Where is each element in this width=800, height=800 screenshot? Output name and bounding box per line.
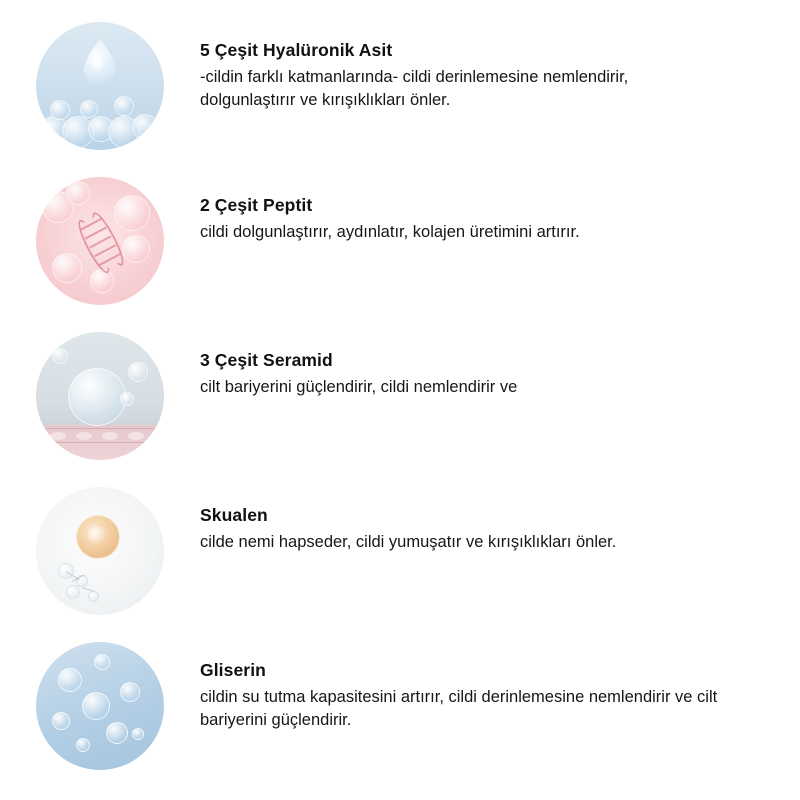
bubble — [122, 235, 150, 263]
golden-oil-droplet-icon — [36, 487, 164, 615]
thumbnail-container — [0, 18, 200, 150]
item-title: Skualen — [200, 505, 268, 525]
bubble — [90, 269, 114, 293]
text-container — [200, 483, 800, 554]
bubble — [120, 392, 134, 406]
bubble — [88, 591, 99, 602]
bubble — [106, 722, 128, 744]
item-description: cildi dolgunlaştırır, aydınlatır, kolajen üretimini artırır. — [200, 223, 580, 241]
bubble — [52, 712, 70, 730]
skin-layer-line — [36, 428, 164, 429]
skin-cell — [102, 432, 118, 440]
text-container — [200, 18, 800, 113]
bubble — [82, 692, 110, 720]
text-container — [200, 328, 800, 399]
bubble-layer — [36, 84, 164, 150]
bubble — [68, 368, 126, 426]
text-container — [200, 173, 800, 244]
thumbnail-container — [0, 638, 200, 770]
list-item — [0, 328, 800, 483]
skin-cell — [128, 432, 144, 440]
bubble — [52, 253, 82, 283]
molecule-bond — [82, 587, 94, 592]
bubble — [66, 181, 90, 205]
water-droplet-bubbles-icon — [36, 22, 164, 150]
item-description: cilde nemi hapseder, cildi yumuşatır ve kırışıklıkları önler. — [200, 533, 617, 551]
bubble — [52, 348, 68, 364]
item-title: 2 Çeşit Peptit — [200, 195, 313, 215]
oil-droplet-shape — [76, 515, 120, 559]
item-description: -cildin farklı katmanlarında- cildi derinlemesine nemlendirir, dolgunlaştırır ve kırışıklıkları önler. — [200, 68, 629, 110]
text-container — [200, 638, 800, 733]
bubble — [114, 195, 150, 231]
skin-cell — [50, 432, 66, 440]
item-description: cilt bariyerini güçlendirir, cildi nemlendirir ve — [200, 378, 518, 396]
bubble — [76, 738, 90, 752]
droplet-shape — [80, 38, 120, 88]
pink-dna-helix-icon — [36, 177, 164, 305]
bubble — [114, 96, 134, 116]
list-item — [0, 18, 800, 173]
bubble — [80, 100, 98, 118]
list-item — [0, 173, 800, 328]
list-item — [0, 483, 800, 638]
bubble — [66, 585, 80, 599]
skin-cell — [76, 432, 92, 440]
bubble — [50, 100, 70, 120]
bubble — [128, 362, 148, 382]
thumbnail-container — [0, 328, 200, 460]
bubble — [132, 114, 158, 140]
item-title: 5 Çeşit Hyalüronik Asit — [200, 40, 393, 60]
thumbnail-container — [0, 483, 200, 615]
bubble — [94, 654, 110, 670]
item-title: 3 Çeşit Seramid — [200, 350, 333, 370]
skin-barrier-bubble-icon — [36, 332, 164, 460]
bubble — [58, 668, 82, 692]
item-title: Gliserin — [200, 660, 266, 680]
skin-layer-line — [36, 442, 164, 443]
list-item — [0, 638, 800, 793]
bubble — [132, 728, 144, 740]
blue-water-bubbles-icon — [36, 642, 164, 770]
item-description: cildin su tutma kapasitesini artırır, cildi derinlemesine nemlendirir ve cilt bariyerini güçlendirir. — [200, 688, 718, 730]
bubble — [120, 682, 140, 702]
thumbnail-container — [0, 173, 200, 305]
